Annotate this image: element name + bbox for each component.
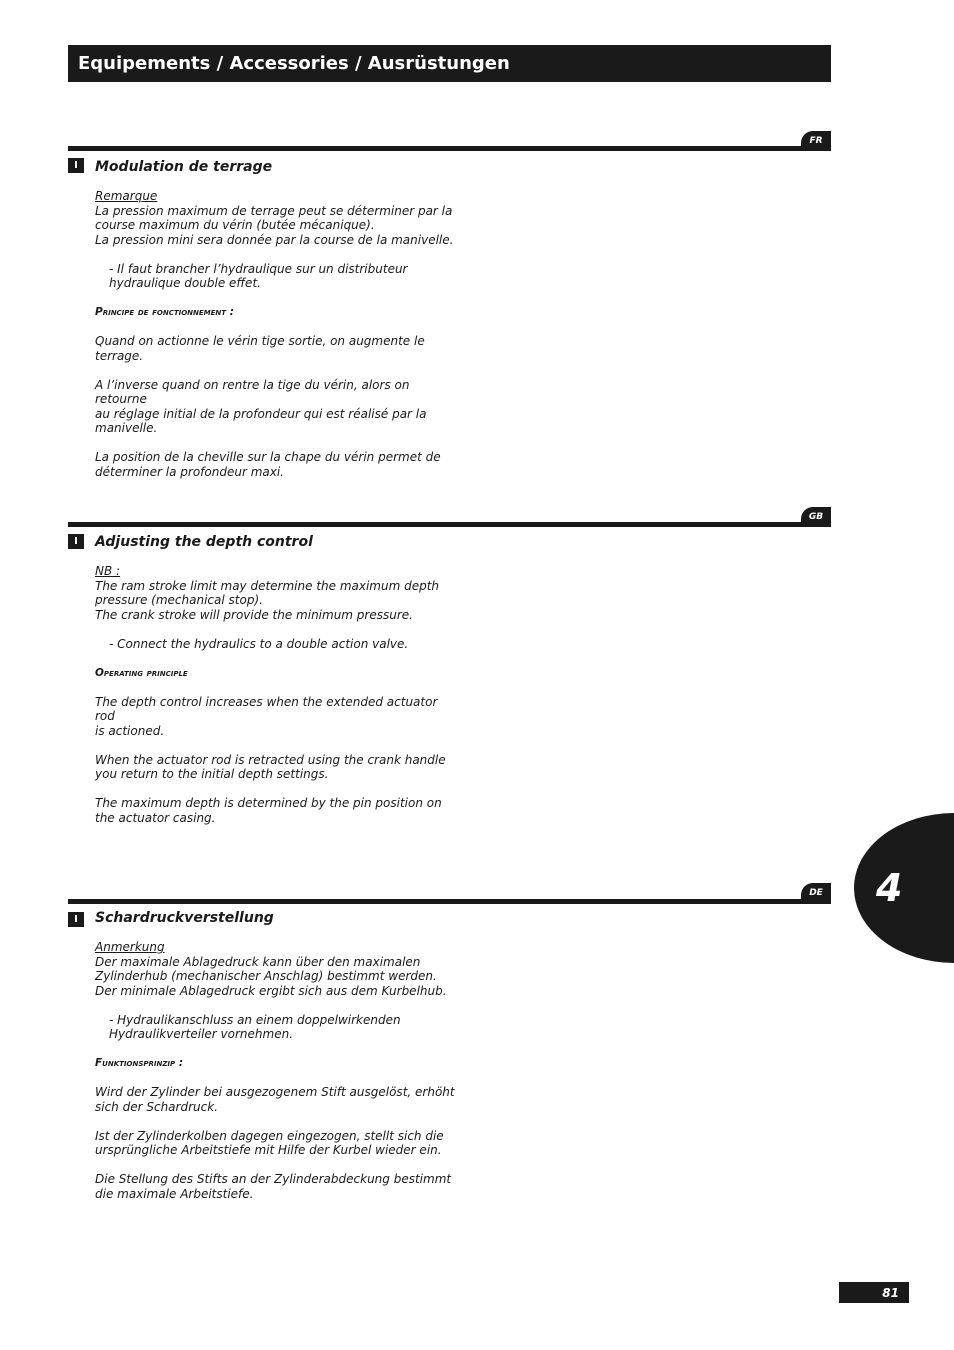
lang-tab-de: DE	[801, 883, 831, 902]
header-title: Equipements / Accessories / Ausrüstungen	[78, 53, 510, 74]
section-rule	[68, 146, 831, 151]
note-text: Der maximale Ablagedruck kann über den maximalen Zylinderhub (mechanischer Anschlag) bestimmt werden. Der minimale Ablagedruck ergibt sich aus dem Kurbelhub.	[95, 954, 447, 998]
section-title: Schardruckverstellung	[95, 910, 274, 926]
paragraph-1: Quand on actionne le vérin tige sortie, on augmente le terrage.	[95, 334, 425, 363]
page-number-text: 81	[882, 1285, 899, 1300]
section-marker: I	[68, 534, 84, 549]
bullet-text: - Connect the hydraulics to a double action valve.	[109, 636, 409, 651]
note-heading: NB :	[95, 564, 121, 578]
section-rule	[68, 522, 831, 527]
section-body	[95, 564, 455, 825]
paragraph-1: The depth control increases when the extended actuator rod is actioned.	[95, 694, 438, 738]
principle-heading: Principe de fonctionnement :	[95, 306, 234, 318]
section-marker: I	[68, 912, 84, 927]
section-marker: I	[68, 158, 84, 173]
page-header	[68, 45, 831, 82]
chapter-tab	[854, 813, 954, 963]
section-title: Modulation de terrage	[95, 159, 273, 175]
note-heading: Anmerkung	[95, 940, 165, 954]
paragraph-1: Wird der Zylinder bei ausgezogenem Stift ausgelöst, erhöht sich der Schardruck.	[95, 1085, 455, 1114]
section-title: Adjusting the depth control	[95, 534, 313, 550]
chapter-number: 4	[876, 866, 903, 910]
page-number	[839, 1282, 909, 1303]
principle-heading: Operating principle	[95, 666, 188, 679]
paragraph-3: The maximum depth is determined by the pin position on the actuator casing.	[95, 796, 442, 825]
section-body	[95, 189, 455, 479]
paragraph-2: A l’inverse quand on rentre la tige du vérin, alors on retourne au réglage initial de la profondeur qui est réalisé par la manivelle.	[95, 377, 427, 435]
bullet-text: - Hydraulikanschluss an einem doppelwirkenden Hydraulikverteiler vornehmen.	[109, 1012, 401, 1041]
principle-heading: Funktionsprinzip :	[95, 1057, 184, 1069]
paragraph-2: When the actuator rod is retracted using the crank handle you return to the initial depth settings.	[95, 752, 446, 781]
paragraph-3: Die Stellung des Stifts an der Zylinderabdeckung bestimmt die maximale Arbeitstiefe.	[95, 1172, 452, 1201]
bullet-text: - Il faut brancher l’hydraulique sur un distributeur hydraulique double effet.	[109, 261, 408, 290]
paragraph-2: Ist der Zylinderkolben dagegen eingezogen, stellt sich die ursprüngliche Arbeitstiefe mit Hilfe der Kurbel wieder ein.	[95, 1128, 444, 1157]
note-text: La pression maximum de terrage peut se déterminer par la course maximum du vérin (butée mécanique). La pression mini sera donnée par la course de la manivelle.	[95, 203, 454, 247]
lang-tab-gb: GB	[801, 507, 831, 526]
note-heading: Remarque	[95, 189, 158, 203]
section-rule	[68, 899, 831, 904]
lang-tab-fr: FR	[801, 131, 831, 150]
note-text: The ram stroke limit may determine the maximum depth pressure (mechanical stop). The crank stroke will provide the minimum pressure.	[95, 578, 440, 622]
section-body	[95, 940, 455, 1201]
paragraph-3: La position de la cheville sur la chape du vérin permet de déterminer la profondeur maxi.	[95, 450, 441, 479]
